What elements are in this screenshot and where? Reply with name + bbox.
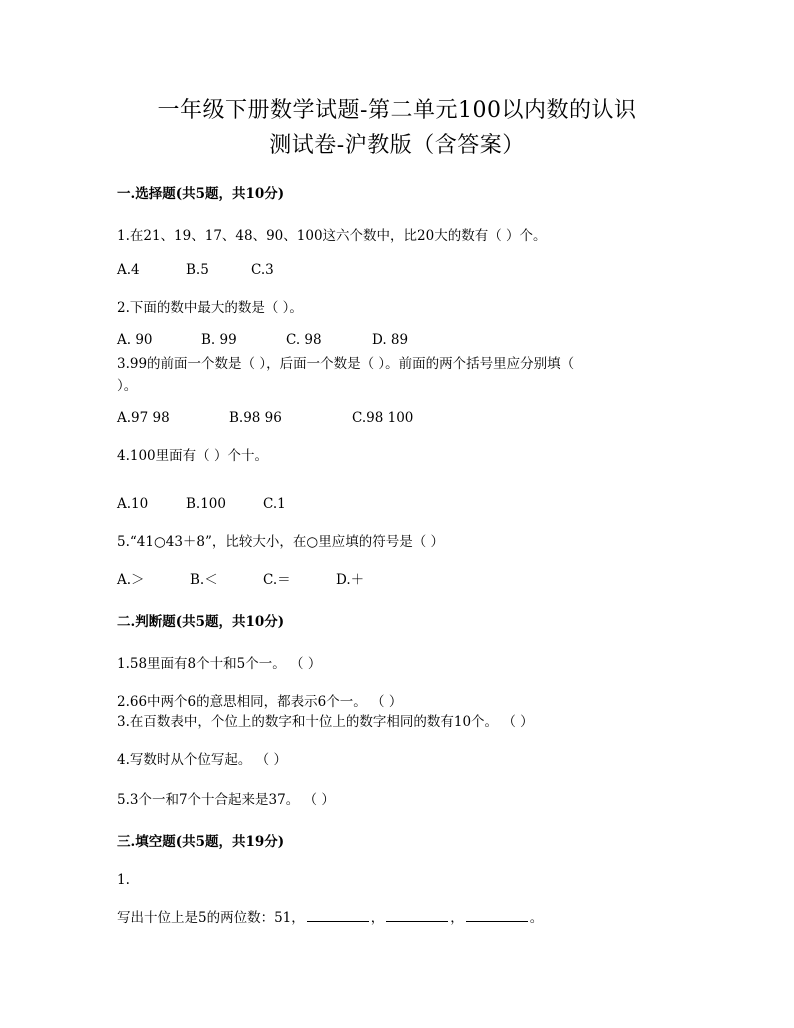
q1-3-option-b: B.98 96 bbox=[229, 410, 282, 426]
judgment-item-1: 1.58里面有8个十和5个一。 （ ） bbox=[117, 656, 322, 672]
q1-4-option-a: A.10 bbox=[117, 496, 149, 512]
q1-5-option-c: C.＝ bbox=[263, 572, 291, 588]
q1-2-option-b: B. 99 bbox=[201, 332, 237, 348]
question-1-4: 4.100里面有（ ）个十。 bbox=[117, 448, 268, 464]
q1-1-option-c: C.3 bbox=[251, 262, 274, 278]
judgment-item-5: 5.3个一和7个十合起来是37。 （ ） bbox=[117, 792, 335, 808]
q1-5-option-d: D.＋ bbox=[336, 572, 365, 588]
section-1-heading: 一.选择题(共5题，共10分) bbox=[117, 186, 285, 202]
end-mark: 。 bbox=[529, 910, 544, 926]
q1-4-option-c: C.1 bbox=[263, 496, 286, 512]
fill-question-1-text: 写出十位上是5的两位数：51， bbox=[117, 910, 305, 926]
question-1-5: 5.“41○43＋8”，比较大小，在○里应填的符号是（ ） bbox=[117, 534, 444, 550]
title-line-1: 一年级下册数学试题-第二单元100以内数的认识 bbox=[157, 98, 637, 123]
section-3-heading: 三.填空题(共5题，共19分) bbox=[117, 834, 285, 850]
question-1-3-cont: ）。 bbox=[117, 378, 138, 394]
question-1-3: 3.99的前面一个数是（ ），后面一个数是（ ）。前面的两个括号里应分别填（ bbox=[117, 356, 575, 372]
answer-blank-3[interactable] bbox=[466, 909, 528, 922]
section-2-heading: 二.判断题(共5题，共10分) bbox=[117, 614, 285, 630]
q1-1-option-a: A.4 bbox=[117, 262, 140, 278]
q1-2-option-a: A. 90 bbox=[117, 332, 153, 348]
fill-question-1 bbox=[117, 906, 543, 926]
q1-5-option-a: A.＞ bbox=[117, 572, 145, 588]
q1-2-option-d: D. 89 bbox=[372, 332, 409, 348]
fill-question-1-number: 1. bbox=[117, 872, 130, 888]
title-line-2: 测试卷-沪教版（含答案） bbox=[269, 133, 525, 158]
answer-blank-1[interactable] bbox=[307, 909, 369, 922]
separator-2: ， bbox=[450, 910, 464, 926]
answer-blank-2[interactable] bbox=[386, 909, 448, 922]
q1-3-option-a: A.97 98 bbox=[117, 410, 170, 426]
q1-4-option-b: B.100 bbox=[186, 496, 226, 512]
q1-2-option-c: C. 98 bbox=[286, 332, 322, 348]
judgment-item-2: 2.66中两个6的意思相同，都表示6个一。 （ ） bbox=[117, 694, 403, 710]
judgment-item-4: 4.写数时从个位写起。 （ ） bbox=[117, 752, 287, 768]
q1-5-option-b: B.＜ bbox=[190, 572, 218, 588]
question-1-2: 2.下面的数中最大的数是（ ）。 bbox=[117, 300, 303, 316]
question-1-1: 1.在21、19、17、48、90、100这六个数中，比20大的数有（ ）个。 bbox=[117, 228, 547, 244]
separator-1: ， bbox=[370, 910, 385, 926]
q1-1-option-b: B.5 bbox=[186, 262, 209, 278]
judgment-item-3: 3.在百数表中，个位上的数字和十位上的数字相同的数有10个。 （ ） bbox=[117, 714, 534, 730]
q1-3-option-c: C.98 100 bbox=[352, 410, 414, 426]
